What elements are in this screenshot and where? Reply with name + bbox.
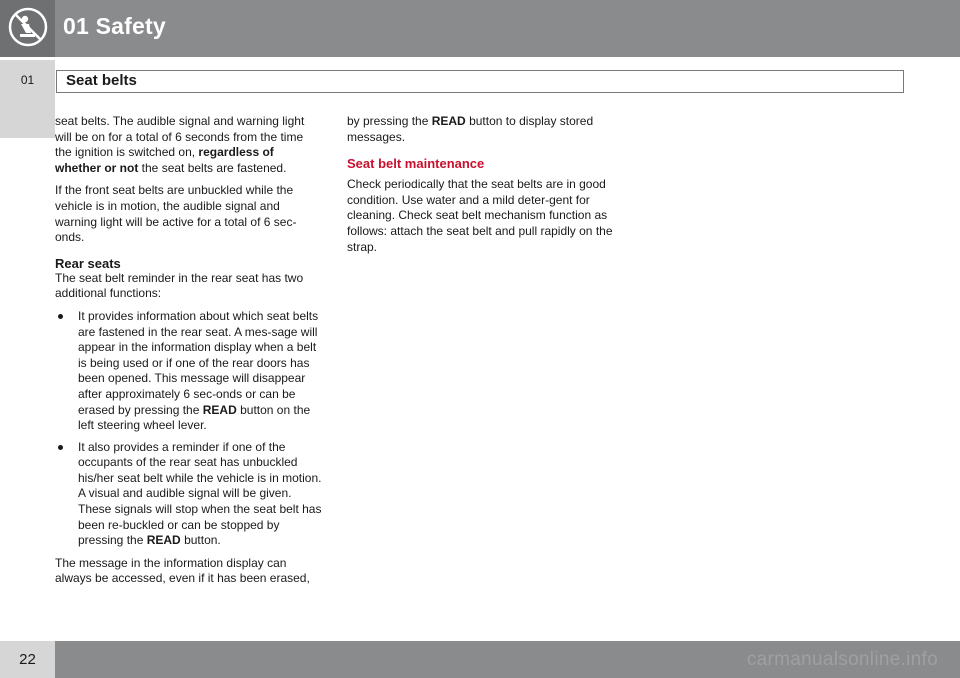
paragraph-maintenance: Check periodically that the seat belts are in good condition. Use water and a mild deter-gent for cleaning. Check seat belt mechanism function as follows: attach the seat belt and pull rapidly on the strap.	[347, 177, 613, 254]
heading-rear-seats: Rear seats	[55, 255, 121, 271]
list-item-text: It provides information about which seat belts are fastened in the rear seat. A mes-sage will appear in the information display when a belt is being used or if one of the rear doors has been opened. This message will disappear after approximately 6 sec-onds or can be erased by pressing the READ button on the left steering wheel lever.	[78, 308, 319, 433]
list-item	[55, 309, 323, 434]
page-number: 22	[19, 651, 36, 668]
footer-bar	[0, 641, 960, 678]
right-column	[347, 114, 615, 262]
chapter-icon-box	[0, 0, 55, 57]
section-header	[56, 70, 904, 93]
paragraph-message-access: The message in the information display can always be accessed, even if it has been erased,	[55, 555, 310, 586]
seatbelt-warning-icon	[8, 7, 48, 47]
section-title: Seat belts	[66, 72, 137, 89]
rear-seat-function-list	[55, 309, 323, 549]
heading-seat-belt-maintenance: Seat belt maintenance	[347, 156, 485, 172]
bullet-icon	[58, 314, 63, 319]
paragraph-ignition-signal: seat belts. The audible signal and warning light will be on for a total of 6 seconds from the time the ignition is switched on, regardless of whether or not the seat belts are fastened.	[55, 114, 305, 175]
list-item-text: It also provides a reminder if one of the occupants of the rear seat has unbuckled his/her seat belt while the vehicle is in motion. A visual and audible signal will be given. These signals will stop when the seat belt has been re-buckled or can be stopped by pressing the READ button.	[78, 439, 322, 548]
watermark-text: carmanualsonline.info	[746, 649, 938, 670]
list-item	[55, 440, 323, 549]
chapter-tab-label: 01	[20, 73, 35, 87]
paragraph-rear-intro: The seat belt reminder in the rear seat has two additional functions:	[55, 270, 304, 301]
left-column	[55, 114, 323, 594]
bullet-icon	[58, 445, 63, 450]
chapter-side-tab	[0, 60, 55, 138]
chapter-title: 01 Safety	[63, 13, 166, 39]
paragraph-front-unbuckled: If the front seat belts are unbuckled while the vehicle is in motion, the audible signal and warning light will be active for a total of 6 sec-onds.	[55, 183, 297, 245]
paragraph-read-button: by pressing the READ button to display stored messages.	[347, 114, 594, 144]
page-number-box	[0, 641, 55, 678]
